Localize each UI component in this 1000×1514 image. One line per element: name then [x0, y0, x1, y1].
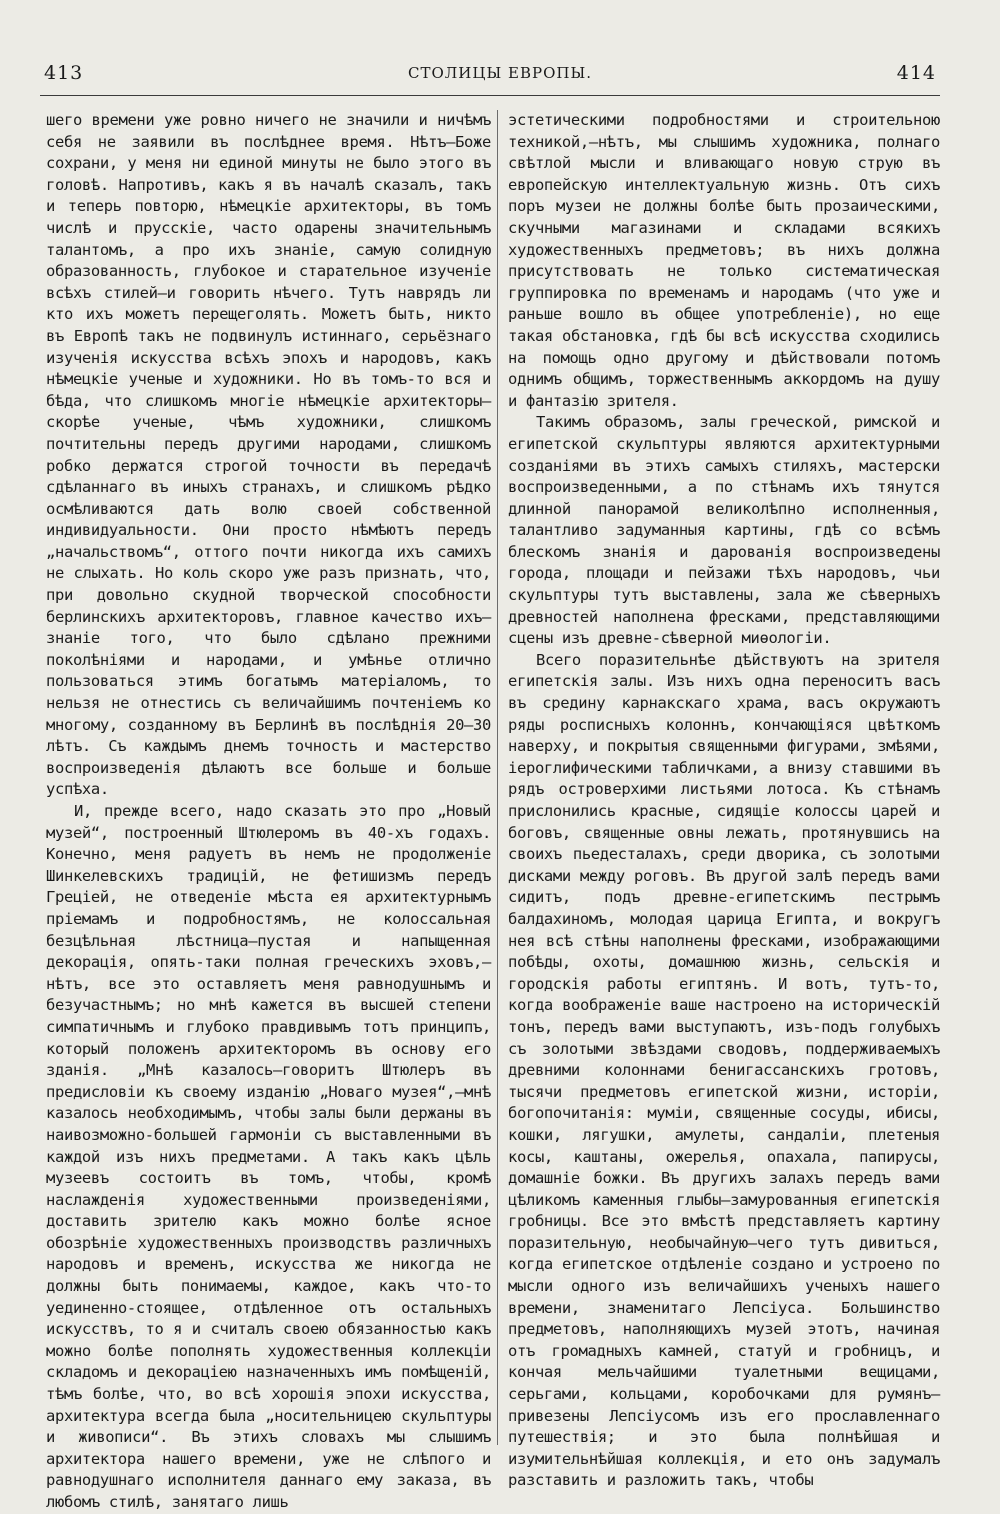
header-rule: [40, 95, 940, 96]
page-number-left: 413: [44, 62, 84, 84]
running-header: [0, 62, 1000, 92]
column-divider: [497, 110, 498, 1445]
paragraph: И, прежде всего, надо сказать это про „Новый музей“, построенный Штюлеромъ въ 40-хъ годахъ. Конечно, меня радуетъ въ немъ не продолженіе Шинкелевскихъ традицій, не фетишизмъ передъ Греціей, не отведеніе мѣста ея архитектурнымъ пріемамъ и подробностямъ, не колоссальная безцѣльная лѣстница—пустая и напыщенная декорація, опять-таки полная греческихъ эховъ,—нѣтъ, все это оставляетъ меня равнодушнымъ и безучастнымъ; но мнѣ кажется въ высшей степени симпатичнымъ и глубоко правдивымъ тотъ принципъ, который положенъ архитекторомъ въ основу его зданія. „Мнѣ казалось—говоритъ Штюлеръ въ предисловіи къ своему изданію „Новаго музея“,—мнѣ казалось необходимымъ, чтобы залы были держаны въ наивозможно-большей гармоніи съ выставленными въ каждой изъ нихъ предметами. А такъ какъ цѣль музеевъ состоитъ въ томъ, чтобы, кромѣ наслажденія художественными произведеніями, доставить зрителю какъ можно болѣе ясное обозрѣніе художественныхъ производствъ различныхъ народовъ и временъ, искусства же никогда не должны быть понимаемы, каждое, какъ что-то уединенно-стоящее, отдѣленное отъ остальныхъ искусствъ, то я и считалъ своею обязанностью какъ можно болѣе пополнять художественныя коллекціи складомъ и декораціею назначенныхъ имъ помѣщеній, тѣмъ болѣе, что, во всѣ хорошія эпохи искусства, архитектура всегда была „носительницею скульптуры и живописи“. Въ этихъ словахъ мы слышимъ архитектора нашего времени, уже не слѣпого и равнодушнаго исполнителя даннаго ему заказа, въ любомъ стилѣ, занятаго лишь: [46, 802, 491, 1511]
page-number-right: 414: [896, 62, 936, 84]
right-column: [508, 110, 940, 1492]
running-title: СТОЛИЦЫ ЕВРОПЫ.: [408, 64, 592, 82]
paragraph: Такимъ образомъ, залы греческой, римской и египетской скульптуры являются архитектурными созданіями въ этихъ самыхъ стиляхъ, мастерски воспроизведенными, а по стѣнамъ ихъ тянутся длинной панорамой великолѣпно исполненныя, талантливо задуманныя картины, гдѣ со всѣмъ блескомъ знанія и дарованія воспроизведены города, площади и пейзажи тѣхъ народовъ, чьи скульптуры тутъ выставлены, зала же сѣверныхъ древностей наполнена фресками, представляющими сцены изъ древне-сѣверной миѳологіи.: [508, 413, 940, 648]
paragraph: эстетическими подробностями и строительною техникой,—нѣтъ, мы слышимъ художника, полнаго свѣтлой мысли и вливающаго новую струю въ европейскую интеллектуальную жизнь. Отъ сихъ поръ музеи не должны болѣе быть прозаическими, скучными магазинами и складами всякихъ художественныхъ предметовъ; въ нихъ должна присутствовать не только систематическая группировка по временамъ и народамъ (что уже и раньше вошло въ общее употребленіе), но еще такая обстановка, гдѣ бы всѣ искусства сходились на помощь одно другому и дѣйствовали потомъ однимъ общимъ, торжественнымъ аккордомъ на душу и фантазію зрителя.: [508, 111, 940, 410]
paragraph: Всего поразительнѣе дѣйствуютъ на зрителя египетскія залы. Изъ нихъ одна переноситъ васъ въ средину карнакскаго храма, васъ окружаютъ ряды росписныхъ колоннъ, кончающіяся цвѣткомъ наверху, и покрытыя священными фигурами, змѣями, іероглифическими табличками, а внизу ставшими въ рядъ островерхими листьями лотоса. Къ стѣнамъ прислонились красные, сидящіе колоссы царей и боговъ, священные овны лежать, протянувшись на своихъ пьедесталахъ, среди дворика, съ золотыми дисками между роговъ. Въ другой залѣ передъ вами сидитъ, подъ древне-египетскимъ пестрымъ балдахиномъ, молодая царица Египта, и вокругъ нея всѣ стѣны наполнены фресками, изображающими побѣды, охоты, домашнюю жизнь, сельскія и городскія работы египтянъ. И вотъ, тутъ-то, когда воображеніе ваше настроено на историческій тонъ, передъ вами выступаютъ, изъ-подъ голубыхъ съ золотыми звѣздами сводовъ, поддерживаемыхъ древними колоннами бенигассанскихъ гротовъ, тысячи предметовъ египетской жизни, исторіи, богопочитанія: муміи, священные сосуды, ибисы, кошки, лягушки, амулеты, сандаліи, плетеныя косы, каштаны, ожерелья, опахала, папирусы, домашніе божки. Въ другихъ залахъ передъ вами цѣликомъ каменныя глыбы—замурованныя египетскія гробницы. Все это вмѣстѣ представляетъ картину поразительную, необычайную—чего тутъ дивиться, когда египетское отдѣленіе создано и устроено по мысли одного изъ величайшихъ ученыхъ нашего времени, знаменитаго Лепсіуса. Большинство предметовъ, наполняющихъ музей этотъ, начиная отъ громадныхъ камней, статуй и гробницъ, и кончая мельчайшими туалетными вещицами, серьгами, кольцами, коробочками для румянъ—привезены Лепсіусомъ изъ его прославленнаго путешествія; и это была полнѣйшая и изумительнѣйшая коллекція, и ето онъ задумалъ разставить и разложить такъ, чтобы: [508, 650, 940, 1490]
left-column: [46, 110, 491, 1514]
paragraph: шего времени уже ровно ничего не значили и ничѣмъ себя не заявили въ послѣднее время. Нѣтъ—Боже сохрани, у меня ни единой минуты не было этого въ головѣ. Напротивъ, какъ я въ началѣ сказалъ, такъ и теперь повторю, нѣмецкіе архитекторы, въ томъ числѣ и прусскіе, часто одарены значительнымъ талантомъ, а про ихъ знаніе, самую солидную образованность, глубокое и старательное изученіе всѣхъ стилей—и говорить нѣчего. Тутъ наврядъ ли кто ихъ можетъ перещеголять. Можетъ быть, никто въ Европѣ такъ не подвинулъ истиннаго, серьёзнаго изученія искусства всѣхъ эпохъ и народовъ, какъ нѣмецкіе ученые и художники. Но въ томъ-то вся и бѣда, что слишкомъ многіе нѣмецкіе архитекторы—скорѣе ученые, чѣмъ художники, слишкомъ почтительны передъ другими народами, слишкомъ робко держатся строгой точности въ передачѣ сдѣланнаго въ иныхъ странахъ, и слишкомъ рѣдко осмѣливаются дать волю своей собственной индивидуальности. Они просто нѣмѣютъ передъ „начальствомъ“, оттого почти никогда ихъ самихъ не слыхать. Но коль скоро уже разъ признать, что, при довольно скудной творческой способности берлинскихъ архитекторовъ, главное качество ихъ—знаніе того, что было сдѣлано прежними поколѣніями и народами, и умѣнье отлично пользоваться этимъ богатымъ матеріаломъ, то нельзя не отнестись съ величайшимъ почтеніемъ ко многому, созданному въ Берлинѣ въ послѣднія 20—30 лѣтъ. Съ каждымъ днемъ точность и мастерство воспроизведенія дѣлаютъ все больше и больше успѣха.: [46, 111, 491, 799]
